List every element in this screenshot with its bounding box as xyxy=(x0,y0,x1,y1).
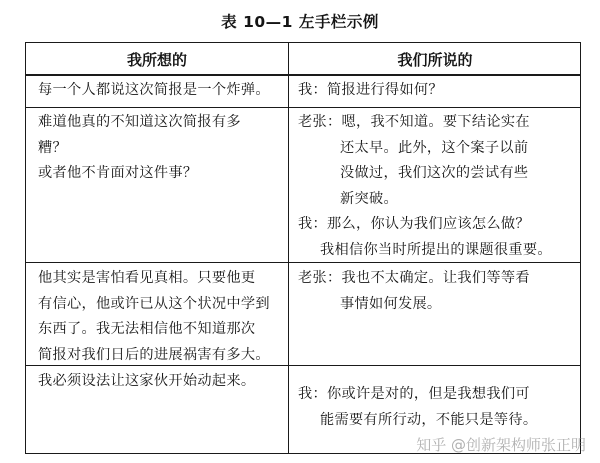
row4-right-line: 我：你或许是对的，但是我想我们可 xyxy=(298,386,530,402)
row2-left-line: 难道他真的不知道这次简报有多 xyxy=(38,114,241,130)
row2-left-cell xyxy=(38,110,241,187)
row4-right-cell xyxy=(298,382,537,433)
row3-left-line: 他其实是害怕看见真相。只要他更 xyxy=(38,270,256,286)
row2-right-line: 我相信你当时所提出的课题很重要。 xyxy=(320,241,552,258)
row1-left-cell xyxy=(38,78,270,104)
row3-left-line: 东西了。我无法相信他不知道那次 xyxy=(38,321,256,337)
row-divider-1 xyxy=(26,107,580,108)
row4-left-cell xyxy=(38,369,255,395)
row2-right-line: 老张：嗯，我不知道。要下结论实在 xyxy=(298,114,530,130)
header-what-i-think: 我所想的 xyxy=(126,51,187,69)
header-divider xyxy=(26,74,580,76)
row3-right-line: 老张：我也不太确定。让我们等等看 xyxy=(298,270,530,286)
header-what-we-say: 我们所说的 xyxy=(397,51,473,69)
row2-right-line: 没做过，我们这次的尝试有些 xyxy=(340,165,529,181)
left-hand-column-table xyxy=(25,42,581,454)
row2-right-line: 还太早。此外，这个案子以前 xyxy=(340,139,529,156)
row3-left-line: 有信心，他或许已从这个状况中学到 xyxy=(38,295,270,312)
row3-right-cell xyxy=(298,266,530,317)
row4-left-line: 我必须设法让这家伙开始动起来。 xyxy=(38,373,256,389)
row3-left-cell xyxy=(38,266,270,368)
row4-right-line: 能需要有所行动，不能只是等待。 xyxy=(320,411,538,428)
row3-left-line: 简报对我们日后的进展祸害有多大。 xyxy=(38,346,270,363)
row2-right-cell xyxy=(298,110,552,263)
row2-left-line: 糟？ xyxy=(38,139,67,156)
row1-right-cell xyxy=(298,78,443,104)
row3-right-line: 事情如何发展。 xyxy=(340,295,442,312)
row2-right-line: 新突破。 xyxy=(340,190,398,207)
column-divider xyxy=(288,43,289,453)
row1-left-line: 每一个人都说这次简报是一个炸弹。 xyxy=(38,82,270,98)
row1-right-line: 我：简报进行得如何？ xyxy=(298,82,443,98)
table-caption: 表 10—1 左手栏示例 xyxy=(221,13,379,31)
row2-right-line: 我：那么，你认为我们应该怎么做？ xyxy=(298,216,530,232)
watermark: 知乎 @创新架构师张正明 xyxy=(416,436,586,454)
row2-left-line: 或者他不肯面对这件事？ xyxy=(38,165,198,181)
